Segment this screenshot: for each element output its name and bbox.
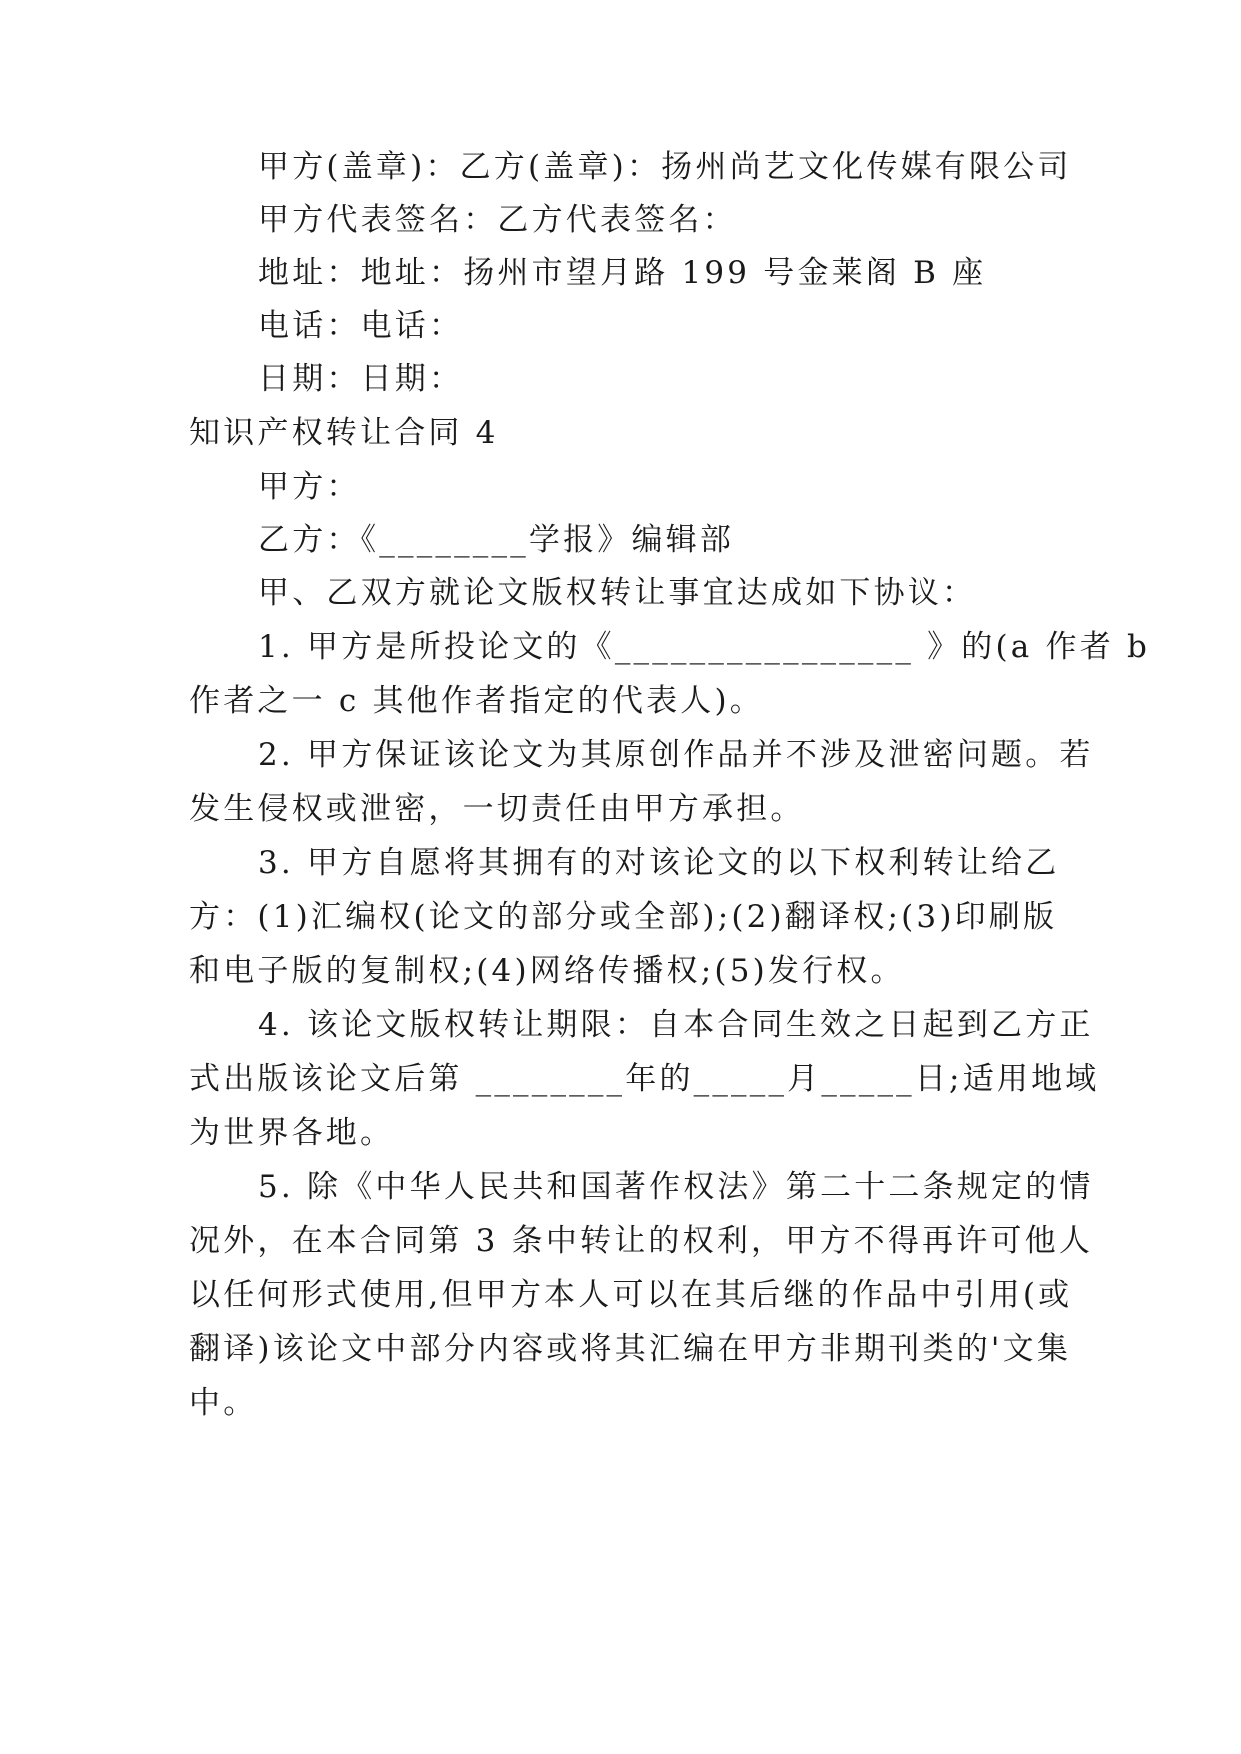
clause-1-line-2: 作者之一 c 其他作者指定的代表人)。 xyxy=(189,683,764,719)
signature-phone-line: 电话：电话： xyxy=(258,308,464,344)
clause-3-line-3: 和电子版的复制权;(4)网络传播权;(5)发行权。 xyxy=(189,953,905,989)
clause-3-line-2: 方：(1)汇编权(论文的部分或全部);(2)翻译权;(3)印刷版 xyxy=(189,899,1058,935)
signature-representatives-line: 甲方代表签名：乙方代表签名： xyxy=(258,202,737,238)
signature-date-line: 日期：日期： xyxy=(258,361,464,397)
signature-seal-line: 甲方(盖章)：乙方(盖章)：扬州尚艺文化传媒有限公司 xyxy=(258,149,1072,185)
clause-1-line-1: 1. 甲方是所投论文的《________________ 》的(a 作者 b xyxy=(258,629,1151,665)
party-a-line: 甲方： xyxy=(258,469,361,505)
clause-2-line-2: 发生侵权或泄密，一切责任由甲方承担。 xyxy=(189,791,805,827)
party-b-line: 乙方：《________学报》编辑部 xyxy=(258,522,735,558)
section-title: 知识产权转让合同 4 xyxy=(189,415,499,451)
signature-address-line: 地址：地址：扬州市望月路 199 号金莱阁 B 座 xyxy=(258,255,987,291)
clause-4-line-1: 4. 该论文版权转让期限：自本合同生效之日起到乙方正 xyxy=(258,1007,1094,1043)
clause-2-line-1: 2. 甲方保证该论文为其原创作品并不涉及泄密问题。若 xyxy=(258,737,1094,773)
clause-5-line-3: 以任何形式使用,但甲方本人可以在其后继的作品中引用(或 xyxy=(189,1277,1073,1313)
clause-5-line-5: 中。 xyxy=(189,1385,258,1421)
agreement-intro: 甲、乙双方就论文版权转让事宜达成如下协议： xyxy=(258,575,977,611)
clause-5-line-1: 5. 除《中华人民共和国著作权法》第二十二条规定的情 xyxy=(258,1169,1094,1205)
clause-5-line-4: 翻译)该论文中部分内容或将其汇编在甲方非期刊类的'文集 xyxy=(189,1331,1072,1367)
clause-5-line-2: 况外，在本合同第 3 条中转让的权利，甲方不得再许可他人 xyxy=(189,1223,1094,1259)
clause-4-line-3: 为世界各地。 xyxy=(189,1115,395,1151)
clause-3-line-1: 3. 甲方自愿将其拥有的对该论文的以下权利转让给乙 xyxy=(258,845,1060,881)
clause-4-line-2: 式出版该论文后第 ________年的_____月_____日;适用地域 xyxy=(189,1061,1100,1097)
